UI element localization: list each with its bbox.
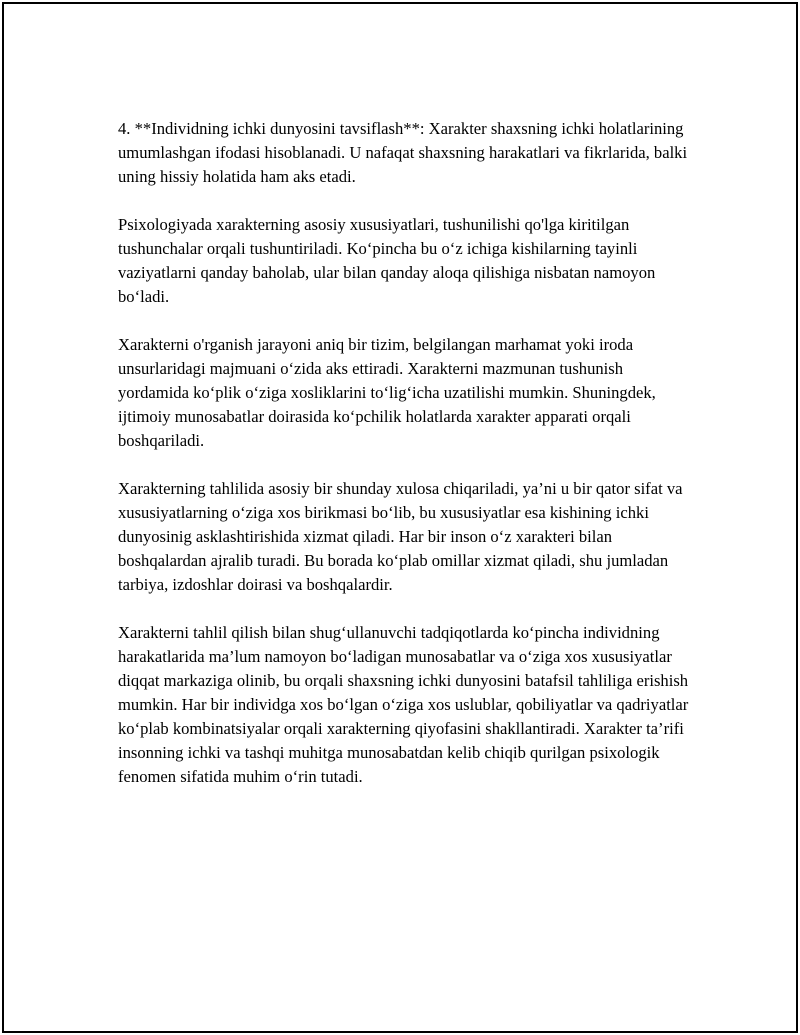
paragraph-3: Xarakterni o'rganish jarayoni aniq bir tizim, belgilangan marhamat yoki iroda unsurlaridagi majmuani o‘zida aks ettiradi. Xarakterni mazmunan tushunish yordamida ko‘plik o‘ziga xosliklarini to‘lig‘icha uzatilishi mumkin. Shuningdek, ijtimoiy munosabatlar doirasida ko‘pchilik holatlarda xarakter apparati orqali boshqariladi. — [118, 335, 656, 450]
paragraph-2: Psixologiyada xarakterning asosiy xususiyatlari, tushunilishi qo'lga kiritilgan tushunchalar orqali tushuntiriladi. Ko‘pincha bu o‘z ichiga kishilarning tayinli vaziyatlarni qanday baholab, ular bilan qanday aloqa qilishiga nisbatan namoyon bo‘ladi. — [118, 215, 656, 306]
paragraph-5: Xarakterni tahlil qilish bilan shug‘ullanuvchi tadqiqotlarda ko‘pincha individning harakatlarida ma’lum namoyon bo‘ladigan munosabatlar va o‘ziga xos xususiyatlar diqqat markaziga olinib, bu orqali shaxsning ichki dunyosini batafsil tahliliga erishish mumkin. Har bir individga xos bo‘lgan o‘ziga xos uslublar, qobiliyatlar va qadriyatlar ko‘plab kombinatsiyalar orqali xarakterning qiyofasini shakllantiradi. Xarakter ta’rifi insonning ichki va tashqi muhitga munosabatdan kelib chiqib qurilgan psixologik fenomen sifatida muhim o‘rin tutadi. — [118, 623, 689, 786]
document-body — [118, 117, 693, 813]
paragraph-1: 4. **Individning ichki dunyosini tavsiflash**: Xarakter shaxsning ichki holatlarining umumlashgan ifodasi hisoblanadi. U nafaqat shaxsning harakatlari va fikrlarida, balki uning hissiy holatida ham aks etadi. — [118, 119, 688, 186]
paragraph-4: Xarakterning tahlilida asosiy bir shunday xulosa chiqariladi, ya’ni u bir qator sifat va xususiyatlarning o‘ziga xos birikmasi bo‘lib, bu xususiyatlar esa kishining ichki dunyosinig asklashtirishida xizmat qiladi. Har bir inson o‘z xarakteri bilan boshqalardan ajralib turadi. Bu borada ko‘plab omillar xizmat qiladi, shu jumladan tarbiya, izdoshlar doirasi va boshqalardir. — [118, 479, 683, 594]
